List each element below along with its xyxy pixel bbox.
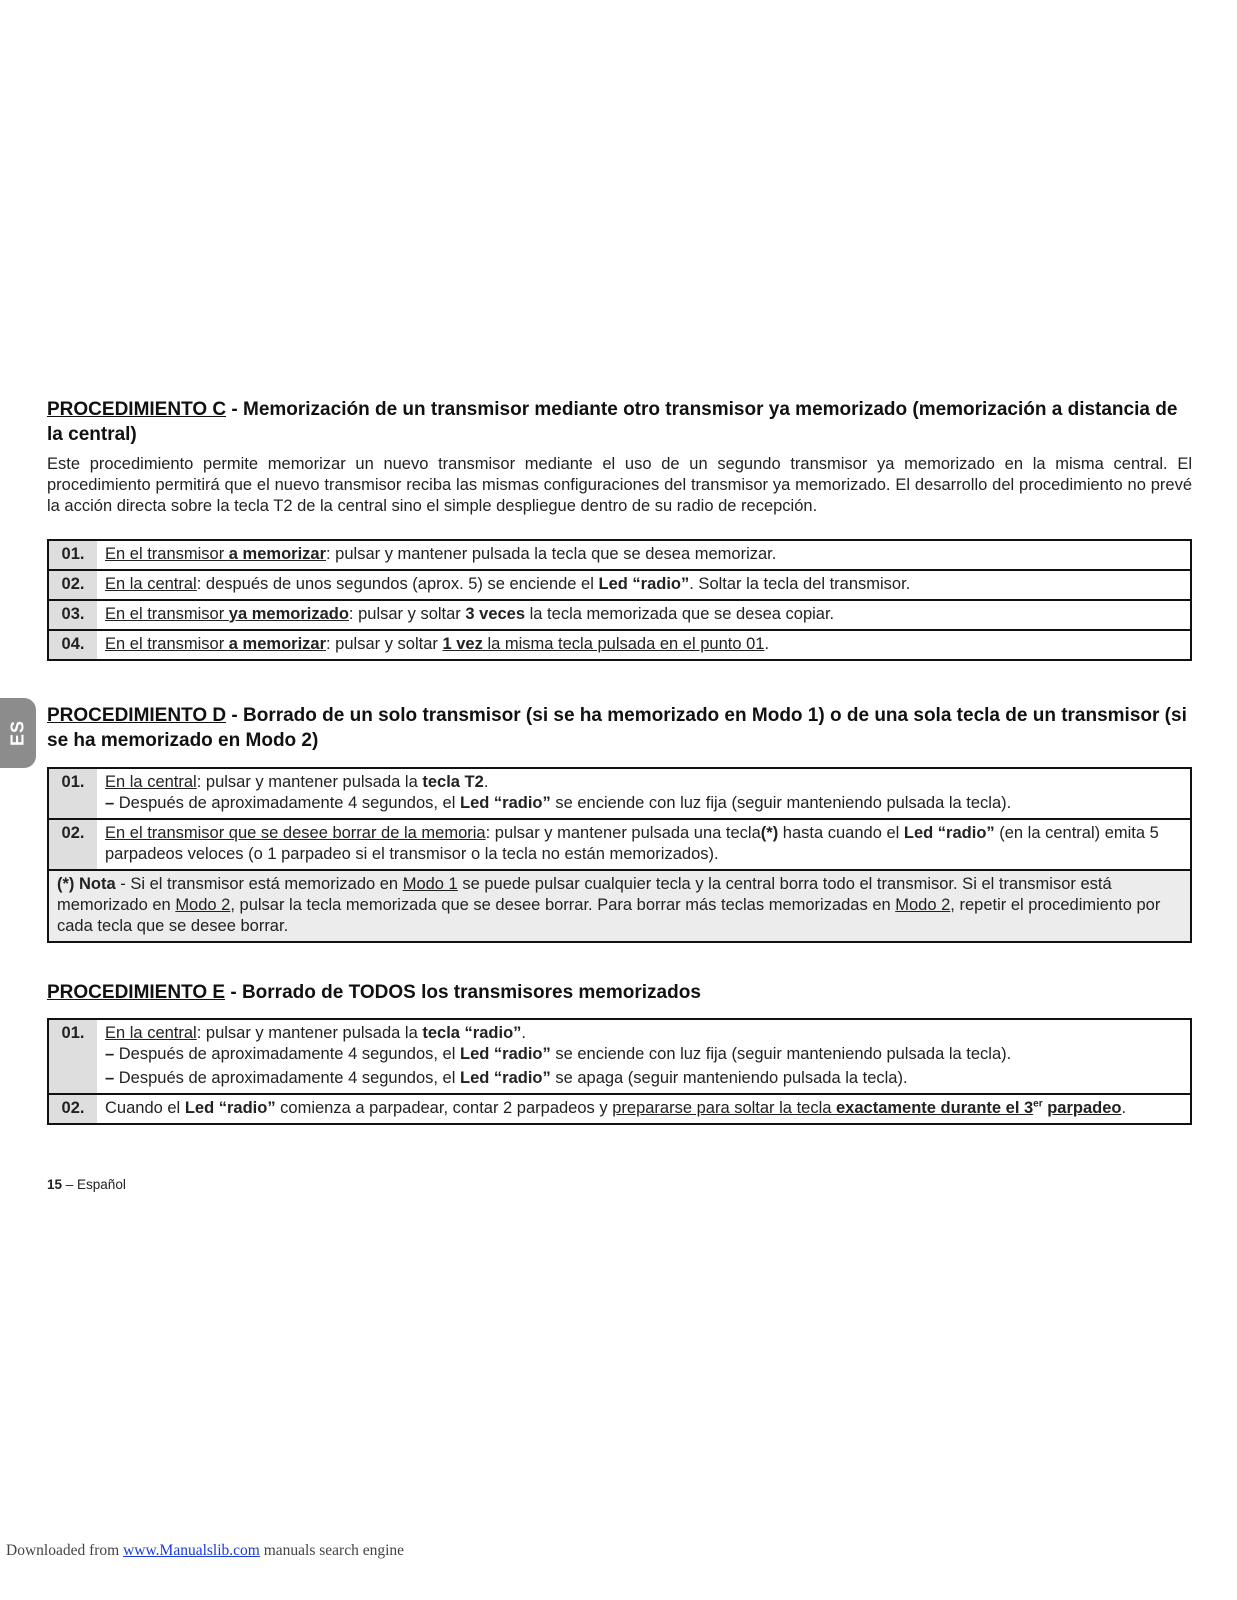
led-label: Led “radio” xyxy=(459,1045,551,1063)
step-instruction-end: . Soltar la tecla del transmisor. xyxy=(689,575,911,593)
step-underlined: prepararse para soltar la tecla xyxy=(612,1099,836,1117)
step-number: 01. xyxy=(48,540,97,570)
procedure-c-label: PROCEDIMIENTO C xyxy=(47,399,227,420)
step-substep xyxy=(105,1068,1182,1089)
substep-dash: – xyxy=(105,1045,119,1063)
step-subject: En la central xyxy=(105,1024,197,1042)
step-subject-bold: a memorizar xyxy=(228,635,327,653)
step-instruction: Cuando el xyxy=(105,1099,185,1117)
note-text: - Si el transmisor está memorizado en xyxy=(115,875,403,893)
table-row xyxy=(48,1094,1191,1124)
mode-1-ref: Modo 1 xyxy=(402,875,458,893)
note-label: (*) Nota xyxy=(57,875,116,893)
step-instruction-end: (en la central) emita 5 parpadeos veloces (o 1 parpadeo si el transmisor o la tecla no están memorizados). xyxy=(105,824,1159,863)
step-subject-bold: ya memorizado xyxy=(228,605,349,623)
procedure-e-label: PROCEDIMIENTO E xyxy=(47,982,226,1003)
manualslib-link[interactable]: www.Manualslib.com xyxy=(123,1542,260,1559)
download-footer xyxy=(6,1542,404,1560)
note-text: , repetir el procedimiento por cada tecla que se desee borrar. xyxy=(57,896,1161,935)
table-row xyxy=(48,600,1191,630)
step-text xyxy=(97,630,1191,660)
step-instruction-end: . xyxy=(521,1024,526,1042)
step-number: 04. xyxy=(48,630,97,660)
note-cell xyxy=(48,870,1191,942)
substep-text: Después de aproximadamente 4 segundos, el xyxy=(118,1069,460,1087)
step-instruction-mid: comienza a parpadear, contar 2 parpadeos y xyxy=(275,1099,613,1117)
procedure-c-intro: Este procedimiento permite memorizar un nuevo transmisor mediante el uso de un segundo transmisor ya memorizado en la misma central. El procedimiento permitirá que el nuevo transmisor reciba las mismas configuraciones del transmisor ya memorizado. El desarrollo del procedimiento no prevé la acción directa sobre la tecla T2 de la central sino el simple despliegue dentro de su radio de recepción. xyxy=(47,455,1192,515)
procedure-c-steps xyxy=(47,539,1192,661)
page-language: – Español xyxy=(62,1177,126,1192)
led-label: Led “radio” xyxy=(903,824,995,842)
substep-text-end: se enciende con luz fija (seguir manteniendo pulsada la tecla). xyxy=(550,1045,1012,1063)
step-instruction-end: . xyxy=(764,635,770,653)
key-label: tecla “radio” xyxy=(422,1024,522,1042)
language-tab xyxy=(0,698,36,768)
step-text xyxy=(97,819,1191,870)
step-number: 01. xyxy=(48,768,97,819)
table-row xyxy=(48,570,1191,600)
step-subject: En el transmisor xyxy=(105,635,229,653)
download-prefix: Downloaded from xyxy=(6,1542,124,1559)
step-subject: En la central xyxy=(105,773,197,791)
table-row xyxy=(48,819,1191,870)
led-label: Led “radio” xyxy=(184,1099,276,1117)
substep-text: Después de aproximadamente 4 segundos, el xyxy=(118,794,460,812)
procedure-e-heading: - Borrado de TODOS los transmisores memorizados xyxy=(225,982,701,1003)
step-text xyxy=(97,600,1191,630)
step-instruction: : pulsar y mantener pulsada una tecla xyxy=(485,824,761,842)
table-row xyxy=(48,870,1191,942)
step-emphasis: 1 vez xyxy=(442,635,483,653)
step-instruction-mid: hasta cuando el xyxy=(778,824,904,842)
procedure-d xyxy=(47,703,1192,943)
step-underlined: la misma tecla pulsada en el punto 01 xyxy=(482,635,765,653)
led-label: Led “radio” xyxy=(459,794,551,812)
substep-text-end: se apaga (seguir manteniendo pulsada la tecla). xyxy=(550,1069,908,1087)
substep-text: Después de aproximadamente 4 segundos, el xyxy=(118,1045,460,1063)
step-text xyxy=(97,1019,1191,1094)
step-emphasis: 3 veces xyxy=(465,605,526,623)
table-row xyxy=(48,630,1191,660)
step-instruction: : pulsar y mantener pulsada la xyxy=(196,1024,423,1042)
step-number: 01. xyxy=(48,1019,97,1094)
procedure-c-heading: - Memorización de un transmisor mediante otro transmisor ya memorizado (memorización a distancia de la central) xyxy=(47,399,1178,445)
substep-text-end: se enciende con luz fija (seguir manteniendo pulsada la tecla). xyxy=(550,794,1012,812)
step-instruction: : pulsar y soltar xyxy=(348,605,466,623)
procedure-e xyxy=(47,980,1192,1125)
step-instruction-end: . xyxy=(483,773,489,791)
step-instruction: : pulsar y soltar xyxy=(326,635,443,653)
step-subject: En el transmisor xyxy=(105,605,229,623)
step-number: 02. xyxy=(48,570,97,600)
step-number: 02. xyxy=(48,1094,97,1124)
note-text: , pulsar la tecla memorizada que se desee borrar. Para borrar más teclas memorizadas en xyxy=(230,896,896,914)
procedure-c xyxy=(47,397,1192,661)
procedure-e-steps xyxy=(47,1018,1192,1125)
step-instruction-end: . xyxy=(1121,1099,1127,1117)
procedure-d-label: PROCEDIMIENTO D xyxy=(47,705,227,726)
led-label: Led “radio” xyxy=(598,575,690,593)
page-number: 15 xyxy=(47,1177,63,1192)
substep-dash: – xyxy=(105,794,119,812)
step-subject-bold: a memorizar xyxy=(228,545,327,563)
mode-2-ref: Modo 2 xyxy=(895,896,951,914)
note-text: se puede pulsar cualquier tecla y la central borra todo el transmisor. Si el transmisor está memorizado en xyxy=(57,875,1112,914)
step-emphasis: exactamente durante el 3 xyxy=(836,1099,1034,1117)
procedure-c-title xyxy=(47,397,1192,447)
step-substep xyxy=(105,793,1182,814)
note-marker: (*) xyxy=(760,824,779,842)
key-label: tecla T2 xyxy=(422,773,484,791)
step-subject: En el transmisor que se desee borrar de la memoria xyxy=(105,824,486,842)
ordinal-suffix: er xyxy=(1033,1098,1043,1110)
step-text xyxy=(97,540,1191,570)
table-row xyxy=(48,1019,1191,1094)
substep-dash: – xyxy=(105,1069,119,1087)
step-instruction: : pulsar y mantener pulsada la tecla que se desea memorizar. xyxy=(326,545,777,563)
step-subject: En el transmisor xyxy=(105,545,229,563)
step-number: 02. xyxy=(48,819,97,870)
step-number: 03. xyxy=(48,600,97,630)
table-row xyxy=(48,540,1191,570)
step-text xyxy=(97,1094,1191,1124)
language-tab-label: ES xyxy=(7,719,28,747)
step-instruction: : después de unos segundos (aprox. 5) se enciende el xyxy=(196,575,599,593)
step-instruction: : pulsar y mantener pulsada la xyxy=(196,773,423,791)
led-label: Led “radio” xyxy=(459,1069,551,1087)
page-footer xyxy=(47,1177,126,1192)
mode-2-ref: Modo 2 xyxy=(175,896,231,914)
step-text xyxy=(97,570,1191,600)
procedure-d-title xyxy=(47,703,1192,753)
step-substep xyxy=(105,1044,1182,1065)
procedure-d-steps xyxy=(47,767,1192,943)
step-instruction-end: la tecla memorizada que se desea copiar. xyxy=(525,605,835,623)
step-text xyxy=(97,768,1191,819)
step-subject: En la central xyxy=(105,575,197,593)
step-emphasis: parpadeo xyxy=(1047,1099,1122,1117)
download-suffix: manuals search engine xyxy=(259,1542,405,1559)
procedure-d-heading: - Borrado de un solo transmisor (si se ha memorizado en Modo 1) o de una sola tecla de un transmisor (si se ha memorizado en Modo 2) xyxy=(47,705,1187,751)
procedure-e-title xyxy=(47,980,1192,1005)
table-row xyxy=(48,768,1191,819)
